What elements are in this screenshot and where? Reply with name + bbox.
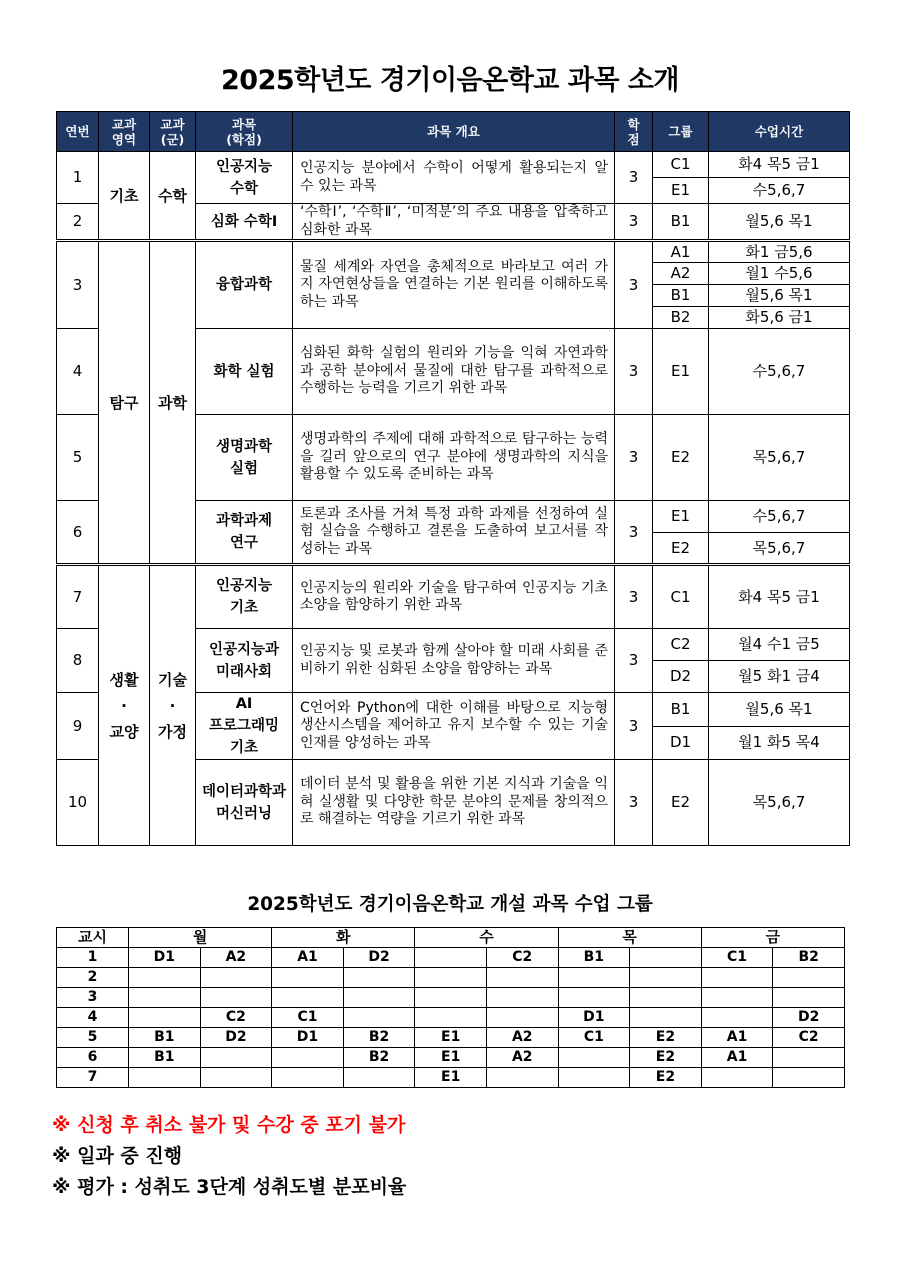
class-group: C2 xyxy=(653,629,709,661)
schedule-row xyxy=(57,988,845,1008)
class-group: C1 xyxy=(653,152,709,178)
day-tue: 화 xyxy=(272,928,415,948)
schedule-cell xyxy=(129,1068,201,1088)
course-summary: 토론과 조사를 거쳐 특정 과학 과제를 선정하여 실험 실습을 수행하고 결론을 도출하여 보고서를 작성하는 과목 xyxy=(293,501,615,565)
class-time: 월5,6 목1 xyxy=(709,204,850,241)
schedule-cell: C2 xyxy=(200,1008,272,1028)
schedule-cell: D1 xyxy=(272,1028,344,1048)
schedule-cell xyxy=(343,968,415,988)
header-no: 연번 xyxy=(57,112,99,152)
schedule-cell xyxy=(630,988,702,1008)
schedule-cell xyxy=(415,948,487,968)
schedule-cell: B1 xyxy=(558,948,630,968)
period-number: 3 xyxy=(57,988,129,1008)
day-fri: 금 xyxy=(701,928,844,948)
schedule-cell xyxy=(343,988,415,1008)
schedule-cell xyxy=(773,988,845,1008)
course-credit: 3 xyxy=(615,204,653,241)
class-group: B2 xyxy=(653,307,709,329)
schedule-cell xyxy=(343,1068,415,1088)
schedule-cell xyxy=(486,988,558,1008)
course-no: 9 xyxy=(57,693,99,760)
class-time: 월1 수5,6 xyxy=(709,263,850,285)
schedule-cell xyxy=(129,988,201,1008)
course-credit: 3 xyxy=(615,152,653,204)
schedule-cell: C2 xyxy=(773,1028,845,1048)
class-time: 화4 목5 금1 xyxy=(709,152,850,178)
class-group: E2 xyxy=(653,760,709,846)
class-time: 수5,6,7 xyxy=(709,329,850,415)
schedule-table xyxy=(56,927,845,1088)
schedule-cell xyxy=(200,968,272,988)
schedule-row xyxy=(57,1028,845,1048)
course-summary: 인공지능 분야에서 수학이 어떻게 활용되는지 알 수 있는 과목 xyxy=(293,152,615,204)
class-group: A1 xyxy=(653,241,709,263)
notes xyxy=(52,1110,406,1203)
schedule-cell: E2 xyxy=(630,1068,702,1088)
header-summary: 과목 개요 xyxy=(293,112,615,152)
schedule-cell xyxy=(773,1048,845,1068)
course-name: 화학 실험 xyxy=(196,329,293,415)
schedule-cell: D2 xyxy=(343,948,415,968)
schedule-cell xyxy=(415,968,487,988)
schedule-cell xyxy=(773,1068,845,1088)
course-no: 5 xyxy=(57,415,99,501)
header-time: 수업시간 xyxy=(709,112,850,152)
course-no: 3 xyxy=(57,241,99,329)
class-group: E1 xyxy=(653,329,709,415)
period-number: 5 xyxy=(57,1028,129,1048)
schedule-cell xyxy=(630,1008,702,1028)
header-class-group: 그룹 xyxy=(653,112,709,152)
schedule-cell: C1 xyxy=(558,1028,630,1048)
schedule-cell xyxy=(558,988,630,1008)
schedule-cell xyxy=(701,968,773,988)
schedule-period-header: 교시 xyxy=(57,928,129,948)
course-name: 인공지능 수학 xyxy=(196,152,293,204)
subject-group: 기술 · 가정 xyxy=(150,565,196,846)
schedule-cell: E2 xyxy=(630,1048,702,1068)
class-group: A2 xyxy=(653,263,709,285)
period-number: 2 xyxy=(57,968,129,988)
class-time: 월1 화5 목4 xyxy=(709,726,850,760)
schedule-cell: E2 xyxy=(630,1028,702,1048)
header-credit: 학 점 xyxy=(615,112,653,152)
schedule-title: 2025학년도 경기이음온학교 개설 과목 수업 그룹 xyxy=(247,894,653,915)
schedule-cell xyxy=(129,1008,201,1028)
schedule-body xyxy=(57,948,845,1088)
period-number: 6 xyxy=(57,1048,129,1068)
period-number: 7 xyxy=(57,1068,129,1088)
course-row xyxy=(57,152,850,178)
course-summary: 데이터 분석 및 활용을 위한 기본 지식과 기술을 익혀 실생활 및 다양한 학문 분야의 문제를 창의적으로 해결하는 역량을 기르기 위한 과목 xyxy=(293,760,615,846)
course-credit: 3 xyxy=(615,241,653,329)
course-no: 4 xyxy=(57,329,99,415)
course-table xyxy=(56,111,850,846)
class-group: E2 xyxy=(653,533,709,565)
schedule-cell xyxy=(701,1068,773,1088)
schedule-cell: D1 xyxy=(558,1008,630,1028)
schedule-cell xyxy=(200,1048,272,1068)
schedule-cell xyxy=(486,968,558,988)
schedule-cell xyxy=(558,968,630,988)
course-summary: 인공지능 및 로봇과 함께 살아야 할 미래 사회를 준비하기 위한 심화된 소양을 함양하는 과목 xyxy=(293,629,615,693)
course-summary: 물질 세계와 자연을 총체적으로 바라보고 여러 가지 자연현상들을 연결하는 기본 원리를 이해하도록 하는 과목 xyxy=(293,241,615,329)
schedule-cell: D1 xyxy=(129,948,201,968)
subject-area: 기초 xyxy=(99,152,150,241)
course-name: 융합과학 xyxy=(196,241,293,329)
course-table-header xyxy=(57,112,850,152)
class-group: C1 xyxy=(653,565,709,629)
schedule-cell xyxy=(558,1068,630,1088)
course-row xyxy=(57,241,850,263)
course-credit: 3 xyxy=(615,329,653,415)
schedule-cell xyxy=(701,988,773,1008)
schedule-cell xyxy=(415,988,487,1008)
class-time: 목5,6,7 xyxy=(709,533,850,565)
schedule-cell: C1 xyxy=(701,948,773,968)
schedule-row xyxy=(57,1008,845,1028)
course-no: 6 xyxy=(57,501,99,565)
class-time: 목5,6,7 xyxy=(709,415,850,501)
schedule-cell xyxy=(415,1008,487,1028)
course-summary: ‘수학Ⅰ’, ‘수학Ⅱ’, ‘미적분’의 주요 내용을 압축하고 심화한 과목 xyxy=(293,204,615,241)
course-name: 데이터과학과 머신러닝 xyxy=(196,760,293,846)
schedule-cell xyxy=(272,988,344,1008)
course-no: 10 xyxy=(57,760,99,846)
class-time: 목5,6,7 xyxy=(709,760,850,846)
course-row xyxy=(57,565,850,629)
course-summary: C언어와 Python에 대한 이해를 바탕으로 지능형 생산시스템을 제어하고 유지 보수할 수 있는 기술인재를 양성하는 과목 xyxy=(293,693,615,760)
day-mon: 월 xyxy=(129,928,272,948)
course-credit: 3 xyxy=(615,629,653,693)
schedule-cell xyxy=(272,968,344,988)
class-time: 월5,6 목1 xyxy=(709,693,850,727)
header-area: 교과 영역 xyxy=(99,112,150,152)
schedule-cell: B2 xyxy=(343,1048,415,1068)
schedule-cell: C2 xyxy=(486,948,558,968)
note-evaluation: ※ 평가 : 성취도 3단계 성취도별 분포비율 xyxy=(52,1176,407,1198)
schedule-cell: E1 xyxy=(415,1068,487,1088)
course-no: 1 xyxy=(57,152,99,204)
note-no-cancel: ※ 신청 후 취소 불가 및 수강 중 포기 불가 xyxy=(52,1114,406,1136)
schedule-cell: A2 xyxy=(200,948,272,968)
schedule-cell: B2 xyxy=(773,948,845,968)
class-group: D1 xyxy=(653,726,709,760)
schedule-cell: A2 xyxy=(486,1048,558,1068)
course-summary: 심화된 화학 실험의 원리와 기능을 익혀 자연과학과 공학 분야에서 물질에 대한 탐구를 과학적으로 수행하는 능력을 기르기 위한 과목 xyxy=(293,329,615,415)
schedule-cell xyxy=(200,988,272,1008)
subject-area: 생활 · 교양 xyxy=(99,565,150,846)
course-no: 7 xyxy=(57,565,99,629)
header-course: 과목 (학점) xyxy=(196,112,293,152)
schedule-cell: B1 xyxy=(129,1048,201,1068)
course-credit: 3 xyxy=(615,760,653,846)
schedule-cell xyxy=(343,1008,415,1028)
schedule-cell: B2 xyxy=(343,1028,415,1048)
schedule-cell xyxy=(773,968,845,988)
course-name: 인공지능과 미래사회 xyxy=(196,629,293,693)
schedule-cell xyxy=(129,968,201,988)
schedule-cell xyxy=(486,1068,558,1088)
schedule-cell xyxy=(486,1008,558,1028)
course-name: AI 프로그래밍 기초 xyxy=(196,693,293,760)
schedule-cell: C1 xyxy=(272,1008,344,1028)
schedule-cell: E1 xyxy=(415,1048,487,1068)
schedule-cell: A1 xyxy=(272,948,344,968)
schedule-row xyxy=(57,968,845,988)
class-time: 화4 목5 금1 xyxy=(709,565,850,629)
schedule-cell: A1 xyxy=(701,1048,773,1068)
day-wed: 수 xyxy=(415,928,558,948)
note-during-school: ※ 일과 중 진행 xyxy=(52,1145,183,1167)
schedule-cell xyxy=(558,1048,630,1068)
schedule-header xyxy=(57,928,845,948)
subject-group: 과학 xyxy=(150,241,196,565)
class-group: D2 xyxy=(653,661,709,693)
class-time: 월5,6 목1 xyxy=(709,285,850,307)
page-title: 2025학년도 경기이음온학교 과목 소개 xyxy=(221,65,679,96)
course-no: 8 xyxy=(57,629,99,693)
course-summary: 인공지능의 원리와 기술을 탐구하여 인공지능 기초 소양을 함양하기 위한 과목 xyxy=(293,565,615,629)
course-credit: 3 xyxy=(615,415,653,501)
schedule-cell xyxy=(272,1048,344,1068)
schedule-cell: D2 xyxy=(200,1028,272,1048)
class-time: 화5,6 금1 xyxy=(709,307,850,329)
schedule-row xyxy=(57,948,845,968)
course-name: 인공지능 기초 xyxy=(196,565,293,629)
schedule-cell xyxy=(200,1068,272,1088)
class-group: B1 xyxy=(653,693,709,727)
schedule-row xyxy=(57,1068,845,1088)
schedule-cell xyxy=(272,1068,344,1088)
course-table-body xyxy=(57,152,850,846)
schedule-cell: A2 xyxy=(486,1028,558,1048)
subject-area: 탐구 xyxy=(99,241,150,565)
subject-group: 수학 xyxy=(150,152,196,241)
class-group: E1 xyxy=(653,178,709,204)
class-time: 월5 화1 금4 xyxy=(709,661,850,693)
course-summary: 생명과학의 주제에 대해 과학적으로 탐구하는 능력을 길러 앞으로의 연구 분야에 생명과학의 지식을 활용할 수 있도록 준비하는 과목 xyxy=(293,415,615,501)
header-group: 교과 (군) xyxy=(150,112,196,152)
class-time: 화1 금5,6 xyxy=(709,241,850,263)
schedule-cell: A1 xyxy=(701,1028,773,1048)
course-credit: 3 xyxy=(615,565,653,629)
class-group: B1 xyxy=(653,204,709,241)
course-credit: 3 xyxy=(615,501,653,565)
period-number: 4 xyxy=(57,1008,129,1028)
schedule-cell xyxy=(630,968,702,988)
class-group: E1 xyxy=(653,501,709,533)
course-name: 생명과학 실험 xyxy=(196,415,293,501)
day-thu: 목 xyxy=(558,928,701,948)
schedule-cell: D2 xyxy=(773,1008,845,1028)
schedule-cell xyxy=(630,948,702,968)
course-no: 2 xyxy=(57,204,99,241)
course-name: 과학과제 연구 xyxy=(196,501,293,565)
schedule-cell: B1 xyxy=(129,1028,201,1048)
class-time: 월4 수1 금5 xyxy=(709,629,850,661)
schedule-row xyxy=(57,1048,845,1068)
class-group: B1 xyxy=(653,285,709,307)
class-group: E2 xyxy=(653,415,709,501)
class-time: 수5,6,7 xyxy=(709,501,850,533)
course-name: 심화 수학Ⅰ xyxy=(196,204,293,241)
course-credit: 3 xyxy=(615,693,653,760)
class-time: 수5,6,7 xyxy=(709,178,850,204)
schedule-cell xyxy=(701,1008,773,1028)
period-number: 1 xyxy=(57,948,129,968)
schedule-cell: E1 xyxy=(415,1028,487,1048)
